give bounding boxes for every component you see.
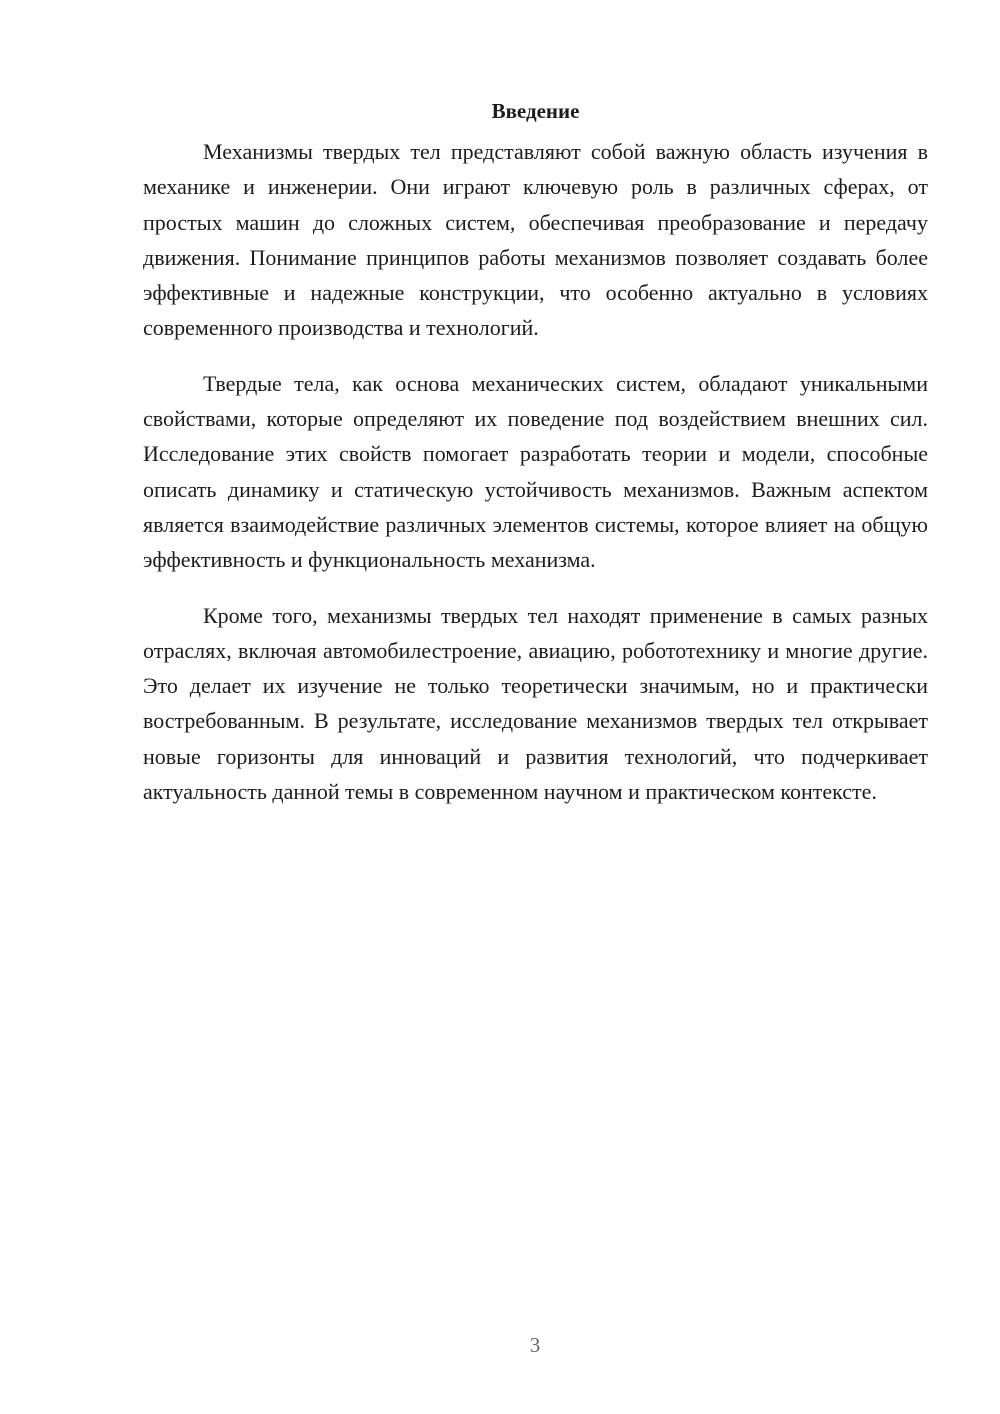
paragraph-2: Твердые тела, как основа механических систем, обладают уникальными свойствами, которые определяют их поведение под воздействием внешних сил. Исследование этих свойств помогает разработать теории и модели, способные описать динамику и статическую устойчивость механизмов. Важным аспектом является взаимодействие различных элементов системы, которое влияет на общую эффективность и функциональность механизма. — [143, 370, 928, 573]
paragraph-1: Механизмы твердых тел представляют собой важную область изучения в механике и инженерии. Они играют ключевую роль в различных сферах, от простых машин до сложных систем, обеспечивая преобразование и передачу движения. Понимание принципов работы механизмов позволяет создавать более эффективные и надежные конструкции, что особенно актуально в условиях современного производства и технологий. — [143, 139, 928, 341]
paragraph-3: Кроме того, механизмы твердых тел находят применение в самых разных отраслях, включая автомобилестроение, авиацию, робототехнику и многие другие. Это делает их изучение не только теоретически значимым, но и практически востребованным. В результате, исследование механизмов твердых тел открывает новые горизонты для инноваций и развития технологий, что подчеркивает актуальность данной темы в современном научном и практическом контексте. — [143, 602, 928, 805]
section-heading: Введение — [491, 99, 580, 123]
page-content — [143, 96, 928, 809]
page-number: 3 — [529, 1333, 541, 1357]
